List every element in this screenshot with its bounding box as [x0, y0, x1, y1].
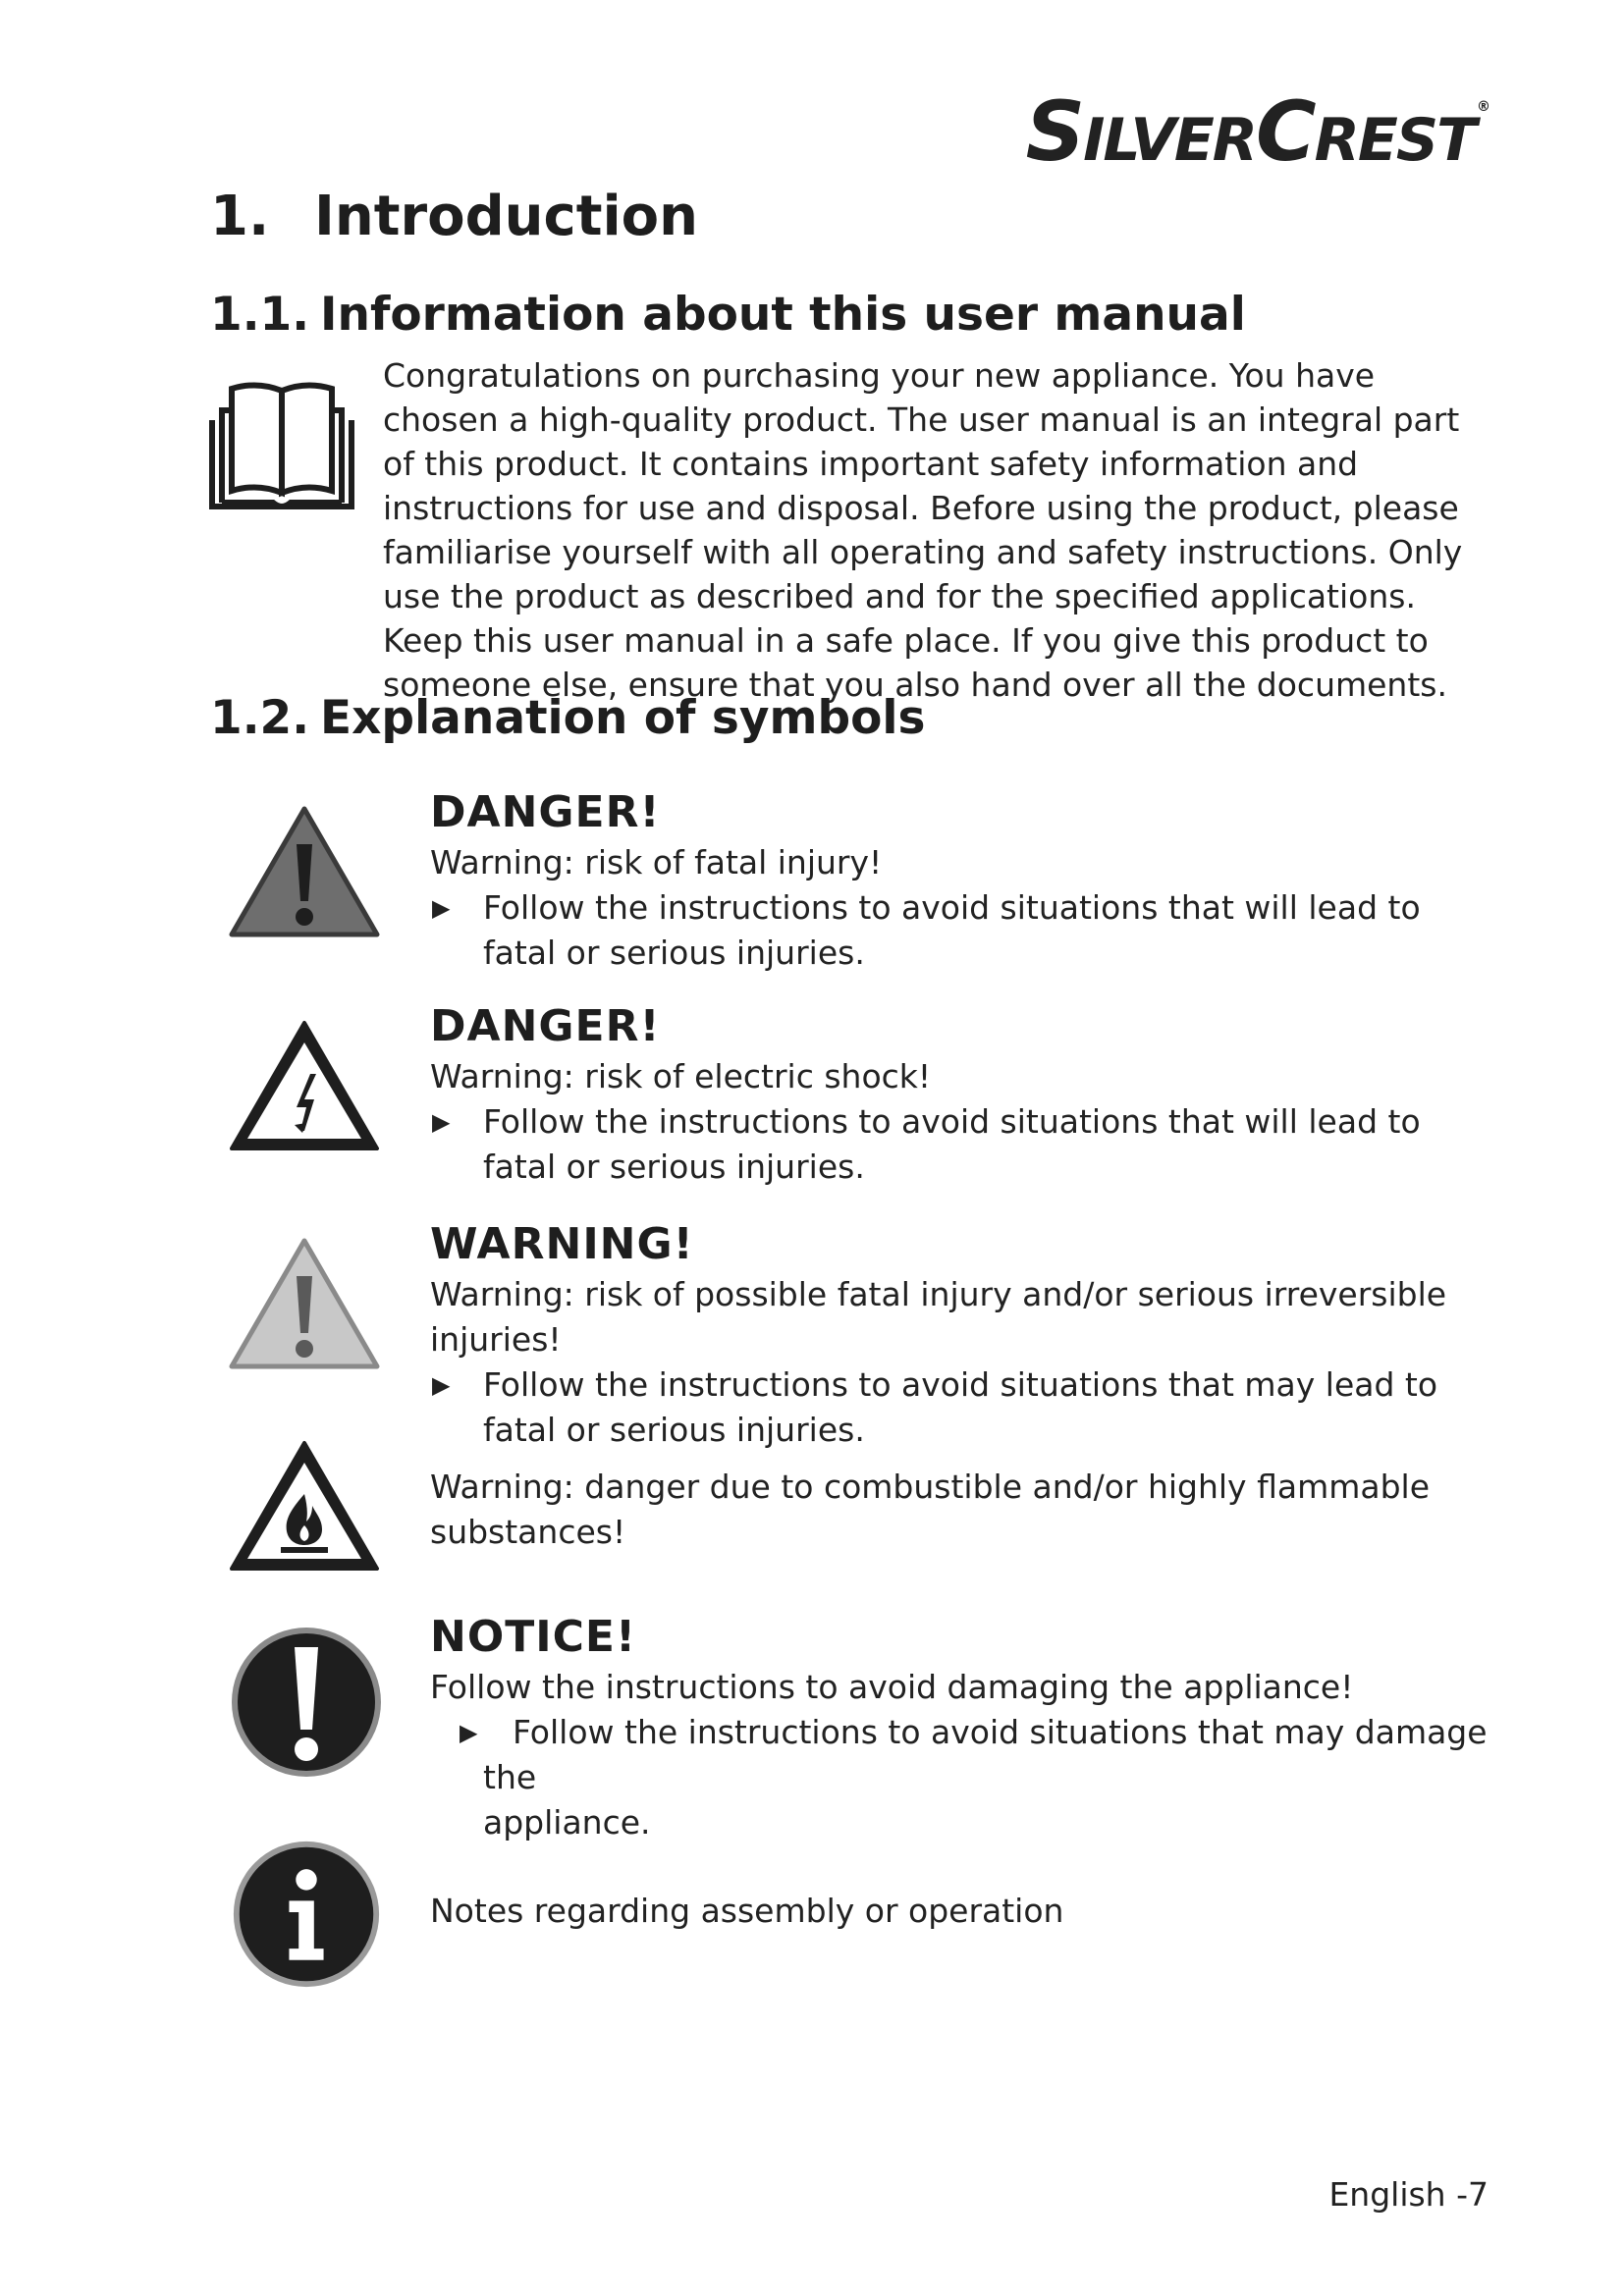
symbol-warning-text: Warning: risk of fatal injury! [430, 843, 883, 881]
symbol-warning-text: Notes regarding assembly or operation [430, 1892, 1064, 1930]
symbol-bullet-text: Follow the instructions to avoid situations that will lead to fatal or serious injuries. [483, 888, 1421, 972]
logo-letter-s: S [1025, 83, 1084, 180]
symbol-block-warning [430, 1217, 1490, 1453]
symbol-warning-text: Warning: risk of possible fatal injury and/or serious irreversible injuries! [430, 1275, 1447, 1359]
symbol-warning-text: Warning: risk of electric shock! [430, 1057, 932, 1095]
symbol-block-danger-fatal [430, 785, 1490, 976]
symbol-title: DANGER! [430, 787, 661, 837]
section-1-1-heading [210, 288, 1246, 342]
symbol-bullet [430, 885, 1490, 976]
symbol-title: WARNING! [430, 1219, 694, 1269]
symbol-bullet-text: Follow the instructions to avoid situations that will lead to fatal or serious injuries. [483, 1102, 1421, 1186]
symbol-warning-text: Follow the instructions to avoid damaging the appliance! [430, 1668, 1354, 1706]
electric-shock-icon [226, 1017, 383, 1154]
symbol-block-info [430, 1889, 1490, 1934]
symbol-bullet [430, 1710, 1490, 1845]
symbol-block-notice [430, 1610, 1490, 1845]
section-1-1-paragraph: Congratulations on purchasing your new appliance. You have chosen a high-quality product. The user manual is an integral part of this product. It contains important safety information and instructions for use and disposal. Before using the product, please familiarise yourself with all operating and safety instructions. Only use the product as described and for the specified applications. Keep this user manual in a safe place. If you give this product to someone else, ensure that you also hand over all the documents. [383, 356, 1463, 704]
user-manual-book-icon [208, 381, 355, 510]
section-1-title: Introduction [314, 185, 699, 248]
symbol-bullet [430, 1099, 1490, 1190]
section-1-1-title: Information about this user manual [320, 288, 1246, 342]
bullet-arrow-icon: ▶ [460, 1719, 478, 1746]
section-1-number: 1. [210, 185, 270, 248]
flammable-icon [226, 1437, 383, 1575]
symbol-warning-text: Warning: danger due to combustible and/or highly flammable substances! [430, 1468, 1431, 1551]
logo-text-ilver: ILVER [1083, 106, 1257, 175]
symbol-bullet-text-continued: appliance. [483, 1803, 651, 1842]
symbol-bullet [430, 1362, 1490, 1453]
info-circle-icon [230, 1838, 383, 1991]
notice-exclamation-circle-icon [228, 1624, 385, 1781]
bullet-arrow-icon: ▶ [432, 894, 451, 922]
symbol-bullet-text: Follow the instructions to avoid situations that may lead to fatal or serious injuries. [483, 1365, 1438, 1449]
warning-exclamation-icon [226, 1235, 383, 1372]
symbol-title: DANGER! [430, 1001, 661, 1051]
section-1-2-heading [210, 691, 925, 745]
page-footer: English -7 [1328, 2175, 1489, 2214]
symbol-title: NOTICE! [430, 1612, 637, 1662]
brand-logo [1025, 83, 1489, 180]
bullet-arrow-icon: ▶ [432, 1371, 451, 1399]
logo-letter-c: C [1256, 83, 1315, 180]
symbol-block-flammable [430, 1465, 1490, 1555]
logo-text-rest: REST [1314, 106, 1475, 175]
bullet-arrow-icon: ▶ [432, 1108, 451, 1136]
section-1-2-number: 1.2. [210, 691, 310, 745]
danger-exclamation-icon [226, 803, 383, 940]
section-1-2-title: Explanation of symbols [320, 691, 926, 745]
symbol-bullet-text: Follow the instructions to avoid situations that may damage the [483, 1713, 1488, 1796]
registered-mark: ® [1477, 99, 1489, 115]
section-1-1-number: 1.1. [210, 288, 310, 342]
symbol-block-danger-electric [430, 999, 1490, 1190]
